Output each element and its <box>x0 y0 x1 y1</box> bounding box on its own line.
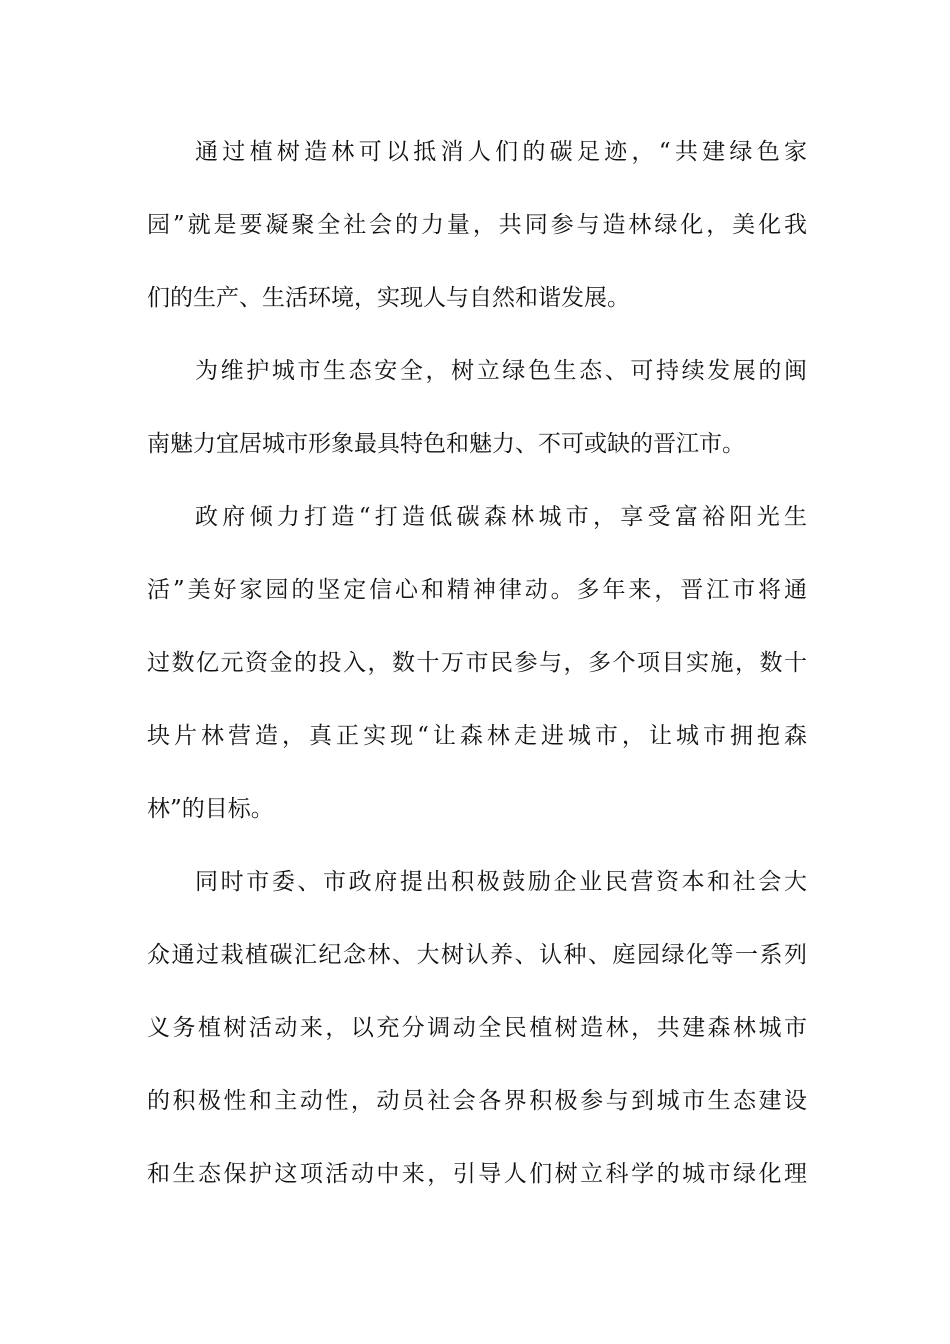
text-line: 同时市委、市政府提出积极鼓励企业民营资本和社会大 <box>195 869 807 895</box>
text-line: 园”就是要凝聚全社会的力量，共同参与造林绿化，美化我 <box>147 212 807 238</box>
text-line: 政府倾力打造“打造低碳森林城市，享受富裕阳光生 <box>195 504 807 530</box>
text-line: 们的生产、生活环境，实现人与自然和谐发展。 <box>147 285 630 311</box>
text-line: 南魅力宜居城市形象最具特色和魅力、不可或缺的晋江市。 <box>147 431 745 457</box>
text-line: 义务植树活动来，以充分调动全民植树造林，共建森林城市 <box>147 1015 807 1041</box>
text-line: 和生态保护这项活动中来，引导人们树立科学的城市绿化理 <box>147 1161 807 1187</box>
paragraph-carbon-offset <box>147 128 807 347</box>
text-line: 的积极性和主动性，动员社会各界积极参与到城市生态建设 <box>147 1088 807 1114</box>
text-line: 活”美好家园的坚定信心和精神律动。多年来，晋江市将通 <box>147 577 807 603</box>
text-line: 林”的目标。 <box>147 796 274 822</box>
paragraph-ecological-safety <box>147 347 807 493</box>
document-body <box>147 128 807 1223</box>
text-line: 众通过栽植碳汇纪念林、大树认养、认种、庭园绿化等一系列 <box>147 942 807 968</box>
paragraph-public-participation <box>147 858 807 1223</box>
text-line: 通过植树造林可以抵消人们的碳足迹，“共建绿色家 <box>195 139 807 165</box>
text-line: 过数亿元资金的投入，数十万市民参与，多个项目实施，数十 <box>147 650 807 676</box>
text-line: 块片林营造，真正实现“让森林走进城市，让城市拥抱森 <box>147 723 807 749</box>
paragraph-low-carbon-city <box>147 493 807 858</box>
text-line: 为维护城市生态安全，树立绿色生态、可持续发展的闽 <box>195 358 807 384</box>
